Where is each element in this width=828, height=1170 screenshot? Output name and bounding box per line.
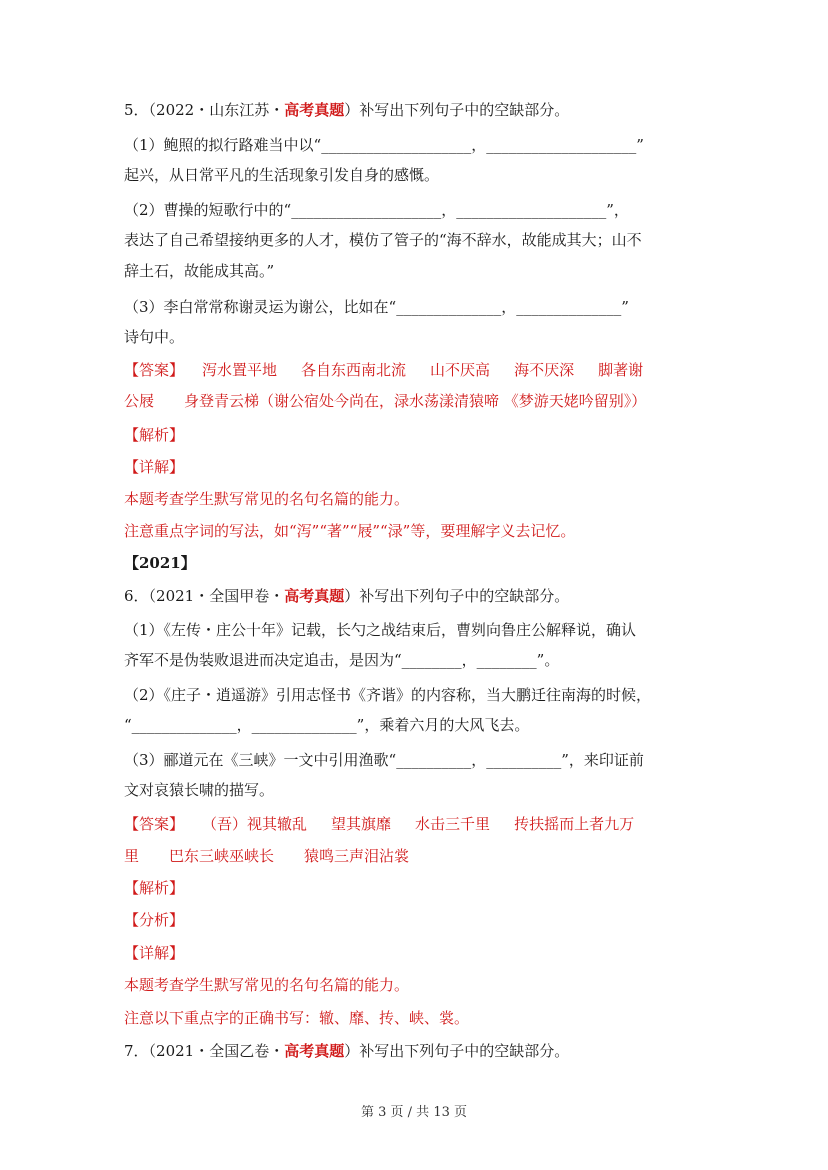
q5-sub3-line2: 诗句中。	[124, 328, 185, 346]
q7-instruction: ）补写出下列句子中的空缺部分。	[344, 1042, 570, 1060]
q6-answer-item: 抟扶摇而上者九万	[514, 815, 635, 833]
year-marker-2021: 【2021】	[124, 554, 196, 572]
q5-sub3-line1: （3）李白常常称谢灵运为谢公，比如在“______________，______________”	[124, 298, 629, 316]
q5-answer-item: 各自东西南北流	[301, 361, 407, 379]
q5-sub2-line1: （2）曹操的短歌行中的“____________________，____________________”，	[124, 201, 629, 219]
q6-detail-text1: 本题考查学生默写常见的名句名篇的能力。	[124, 976, 410, 994]
q6-sub3-line2: 文对哀猿长啸的描写。	[124, 781, 275, 799]
q6-fenxi-label: 【分析】	[124, 911, 185, 929]
q5-answer-line2: 公屐 身登青云梯（谢公宿处今尚在，渌水荡漾清猿啼 《梦游天姥吟留别》）	[124, 392, 647, 410]
q5-sub2-line3: 辞土石，故能成其高。”	[124, 262, 275, 280]
q6-sub1-line2: 齐军不是伪装败退进而决定追击，是因为“________，________”。	[124, 651, 560, 669]
q5-detail-text2: 注意重点字词的写法，如“泻”“著”“屐”“渌”等，要理解字义去记忆。	[124, 522, 576, 540]
q6-detail-label: 【详解】	[124, 944, 185, 962]
q5-sub1-line2: 起兴，从日常平凡的生活现象引发自身的感慨。	[124, 166, 440, 184]
q5-answer-item: 泻水置平地	[202, 361, 278, 379]
q6-detail-text2: 注意以下重点字的正确书写：辙、靡、抟、峡、裳。	[124, 1009, 470, 1027]
q6-sub1-line1: （1）《左传・庄公十年》记载，长勺之战结束后，曹刿向鲁庄公解释说，确认	[124, 621, 637, 639]
q6-answer-line2: 里 巴东三峡巫峡长 猿鸣三声泪沾裳	[124, 847, 410, 865]
q6-answer-item: （吾）视其辙乱	[202, 815, 308, 833]
q7-exam-tag: 高考真题	[284, 1042, 345, 1060]
q6-instruction: ）补写出下列句子中的空缺部分。	[344, 587, 570, 605]
q5-instruction: ）补写出下列句子中的空缺部分。	[344, 101, 570, 119]
q6-number: 6．（2021・全国甲卷・	[124, 587, 285, 605]
q6-sub3-line1: （3）郦道元在《三峡》一文中引用渔歌“__________，__________”，来印证前	[124, 751, 644, 769]
q6-analysis-label: 【解析】	[124, 879, 185, 897]
q5-detail-label: 【详解】	[124, 458, 185, 476]
q6-answer-label: 【答案】	[124, 815, 185, 833]
q5-answer-line1	[124, 359, 714, 381]
q5-answer-item: 脚著谢	[598, 361, 644, 379]
q7-heading	[124, 1040, 714, 1062]
q6-sub2-line1: （2）《庄子・逍遥游》引用志怪书《齐谐》的内容称，当大鹏迁往南海的时候，	[124, 686, 652, 704]
q6-sub2-line2: “______________，______________”，乘着六月的大风飞去。	[124, 716, 530, 734]
q5-detail-text1: 本题考查学生默写常见的名句名篇的能力。	[124, 490, 410, 508]
page-footer: 第 3 页 / 共 13 页	[361, 1105, 467, 1120]
q5-exam-tag: 高考真题	[284, 101, 345, 119]
q5-sub2-line2: 表达了自己希望接纳更多的人才，模仿了管子的“海不辞水，故能成其大；山不	[124, 231, 642, 249]
q5-answer-item: 山不厌高	[430, 361, 491, 379]
q6-answer-item: 水击三千里	[415, 815, 491, 833]
q6-answer-item: 望其旗靡	[331, 815, 392, 833]
q6-answer-line1	[124, 813, 714, 835]
q6-exam-tag: 高考真题	[284, 587, 345, 605]
q7-number: 7．（2021・全国乙卷・	[124, 1042, 285, 1060]
q5-answer-label: 【答案】	[124, 361, 185, 379]
q5-sub1-line1: （1）鲍照的拟行路难当中以“____________________，____________________”	[124, 136, 644, 154]
q5-analysis-label: 【解析】	[124, 426, 185, 444]
q5-answer-item: 海不厌深	[514, 361, 575, 379]
q5-heading	[124, 99, 714, 121]
q5-number: 5．（2022・山东江苏・	[124, 101, 285, 119]
q6-heading	[124, 585, 714, 607]
